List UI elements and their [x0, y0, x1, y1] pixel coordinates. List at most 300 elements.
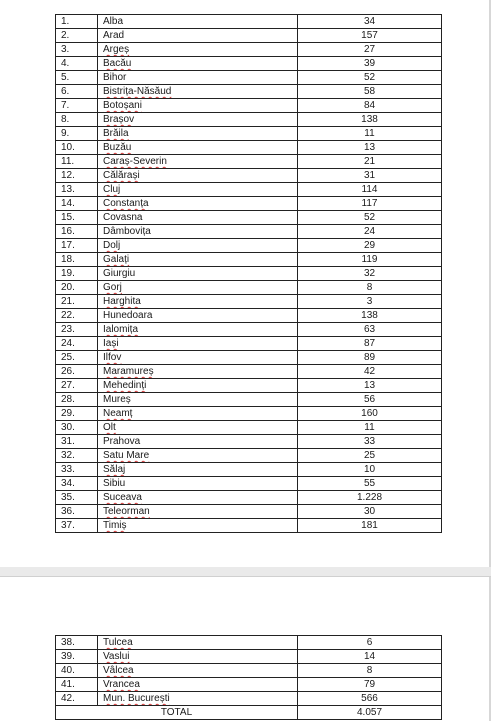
table-row [56, 71, 442, 85]
row-number: 1. [61, 16, 70, 27]
county-value-cell [298, 393, 442, 407]
county-name: Dolj [103, 240, 121, 251]
table-row [56, 141, 442, 155]
row-number-cell [56, 267, 98, 281]
table-row [56, 85, 442, 99]
county-name: Teleorman [103, 506, 150, 517]
row-number: 38. [61, 637, 75, 648]
row-number: 16. [61, 226, 75, 237]
county-value: 39 [363, 58, 376, 69]
county-name-cell [98, 15, 298, 29]
county-name-cell [98, 239, 298, 253]
row-number: 9. [61, 128, 70, 139]
row-number: 34. [61, 478, 75, 489]
county-name: Alba [103, 16, 124, 27]
table-row [56, 435, 442, 449]
table-row [56, 211, 442, 225]
row-number-cell [56, 519, 98, 533]
county-value: 52 [363, 72, 376, 83]
county-value: 181 [361, 520, 378, 531]
row-number-cell [56, 253, 98, 267]
county-name-cell [98, 519, 298, 533]
row-number-cell [56, 239, 98, 253]
table-row [56, 393, 442, 407]
county-value-cell [298, 155, 442, 169]
table-row [56, 407, 442, 421]
county-value: 89 [363, 352, 376, 363]
table-row [56, 43, 442, 57]
row-number: 10. [61, 142, 75, 153]
table-row [56, 365, 442, 379]
county-value-cell [298, 365, 442, 379]
row-number: 36. [61, 506, 75, 517]
row-number: 37. [61, 520, 75, 531]
county-value: 55 [363, 478, 376, 489]
county-name: Suceava [103, 492, 142, 503]
county-name-cell [98, 337, 298, 351]
county-name-cell [98, 678, 298, 692]
row-number-cell [56, 29, 98, 43]
row-number-cell [56, 379, 98, 393]
county-value: 58 [363, 86, 376, 97]
county-name: Dâmbovița [103, 226, 151, 237]
table-row [56, 239, 442, 253]
county-name-cell [98, 155, 298, 169]
row-number-cell [56, 463, 98, 477]
county-name-cell [98, 253, 298, 267]
county-name: Hunedoara [103, 310, 153, 321]
table-row [56, 636, 442, 650]
county-value-cell [298, 407, 442, 421]
county-name: Harghita [103, 296, 141, 307]
county-name: Vaslui [103, 651, 130, 662]
table-row [56, 505, 442, 519]
county-name: Vrancea [103, 679, 140, 690]
row-number-cell [56, 407, 98, 421]
county-value: 31 [363, 170, 376, 181]
county-value-cell [298, 692, 442, 706]
table-row [56, 197, 442, 211]
row-number: 2. [61, 30, 70, 41]
county-name-cell [98, 43, 298, 57]
row-number: 7. [61, 100, 70, 111]
table-row [56, 183, 442, 197]
total-row [56, 706, 442, 720]
county-value: 52 [363, 212, 376, 223]
county-value-cell [298, 225, 442, 239]
total-label: TOTAL [56, 706, 298, 720]
table-row [56, 449, 442, 463]
county-name-cell [98, 99, 298, 113]
county-value-cell [298, 71, 442, 85]
row-number: 32. [61, 450, 75, 461]
county-value: 114 [361, 184, 378, 195]
county-name: Ilfov [103, 352, 122, 363]
county-value-cell [298, 197, 442, 211]
county-value: 13 [363, 142, 376, 153]
county-name: Bacău [103, 58, 132, 69]
row-number: 22. [61, 310, 75, 321]
county-value: 138 [361, 310, 378, 321]
row-number-cell [56, 477, 98, 491]
county-value-cell [298, 519, 442, 533]
county-name-cell [98, 225, 298, 239]
table-row [56, 169, 442, 183]
table-row [56, 295, 442, 309]
row-number-cell [56, 692, 98, 706]
county-value-cell [298, 323, 442, 337]
county-name: Buzău [103, 142, 132, 153]
row-number: 21. [61, 296, 75, 307]
county-name: Ialomița [103, 324, 139, 335]
row-number: 40. [61, 665, 75, 676]
county-value: 34 [363, 16, 376, 27]
county-value: 6 [366, 637, 373, 648]
row-number: 33. [61, 464, 75, 475]
row-number: 23. [61, 324, 75, 335]
row-number: 17. [61, 240, 75, 251]
county-value-cell [298, 463, 442, 477]
row-number-cell [56, 43, 98, 57]
county-name: Sălaj [103, 464, 126, 475]
county-value: 119 [361, 254, 378, 265]
row-number: 12. [61, 170, 75, 181]
row-number-cell [56, 491, 98, 505]
county-value-cell [298, 379, 442, 393]
county-value: 21 [363, 156, 376, 167]
row-number-cell [56, 435, 98, 449]
county-name: Maramureș [103, 366, 154, 377]
county-value-cell [298, 281, 442, 295]
county-value-cell [298, 211, 442, 225]
row-number: 18. [61, 254, 75, 265]
row-number: 42. [61, 693, 75, 704]
county-value: 1.228 [356, 492, 383, 503]
row-number-cell [56, 71, 98, 85]
table-row [56, 463, 442, 477]
county-name: Galați [103, 254, 130, 265]
row-number-cell [56, 365, 98, 379]
county-value-cell [298, 636, 442, 650]
table-row [56, 29, 442, 43]
table-row [56, 253, 442, 267]
county-name-cell [98, 365, 298, 379]
county-value: 3 [366, 296, 373, 307]
county-value-cell [298, 43, 442, 57]
county-value-cell [298, 127, 442, 141]
county-name-cell [98, 267, 298, 281]
county-name-cell [98, 421, 298, 435]
row-number: 35. [61, 492, 75, 503]
county-name: Cluj [103, 184, 121, 195]
county-name-cell [98, 505, 298, 519]
row-number: 26. [61, 366, 75, 377]
row-number-cell [56, 183, 98, 197]
county-name: Brașov [103, 114, 135, 125]
county-name-cell [98, 211, 298, 225]
row-number-cell [56, 636, 98, 650]
county-name-cell [98, 692, 298, 706]
county-name-cell [98, 295, 298, 309]
row-number: 6. [61, 86, 70, 97]
row-number-cell [56, 393, 98, 407]
county-name-cell [98, 393, 298, 407]
row-number-cell [56, 449, 98, 463]
row-number-cell [56, 169, 98, 183]
row-number: 20. [61, 282, 75, 293]
table-row [56, 225, 442, 239]
county-name: Gorj [103, 282, 122, 293]
county-name-cell [98, 127, 298, 141]
county-name: Satu Mare [103, 450, 150, 461]
table-row [56, 650, 442, 664]
row-number: 24. [61, 338, 75, 349]
county-value-cell [298, 449, 442, 463]
table-row [56, 477, 442, 491]
county-name: Argeș [103, 44, 130, 55]
county-value: 33 [363, 436, 376, 447]
row-number-cell [56, 281, 98, 295]
county-value-cell [298, 239, 442, 253]
county-name-cell [98, 491, 298, 505]
row-number-cell [56, 295, 98, 309]
county-value: 25 [363, 450, 376, 461]
county-name: Iași [103, 338, 119, 349]
county-value-cell [298, 351, 442, 365]
county-value-cell [298, 491, 442, 505]
row-number-cell [56, 113, 98, 127]
county-name: Vâlcea [103, 665, 134, 676]
row-number: 25. [61, 352, 75, 363]
county-name-cell [98, 650, 298, 664]
county-value: 87 [363, 338, 376, 349]
row-number: 14. [61, 198, 75, 209]
table-row [56, 692, 442, 706]
county-name: Timiș [103, 520, 127, 531]
table-row [56, 309, 442, 323]
county-name-cell [98, 183, 298, 197]
county-value: 11 [364, 422, 375, 433]
table-row [56, 678, 442, 692]
row-number-cell [56, 505, 98, 519]
county-value: 42 [363, 366, 376, 377]
county-name: Mun. București [103, 693, 170, 704]
county-value-cell [298, 99, 442, 113]
table-row [56, 113, 442, 127]
row-number: 8. [61, 114, 70, 125]
county-value-cell [298, 113, 442, 127]
row-number: 28. [61, 394, 75, 405]
county-value-cell [298, 267, 442, 281]
county-value-cell [298, 141, 442, 155]
row-number-cell [56, 309, 98, 323]
table-row [56, 15, 442, 29]
county-value-cell [298, 85, 442, 99]
county-name: Mureș [103, 394, 131, 405]
county-value: 566 [361, 693, 378, 704]
county-name: Călărași [103, 170, 140, 181]
county-value-cell [298, 678, 442, 692]
county-name: Neamț [103, 408, 133, 419]
table-row [56, 127, 442, 141]
row-number-cell [56, 127, 98, 141]
table-row [56, 379, 442, 393]
county-value-cell [298, 435, 442, 449]
total-value: 4.057 [298, 706, 442, 720]
county-name: Bistrița-Năsăud [103, 86, 172, 97]
table-row [56, 337, 442, 351]
county-value: 27 [363, 44, 376, 55]
row-number: 27. [61, 380, 75, 391]
row-number: 11. [61, 156, 75, 167]
county-name: Giurgiu [103, 268, 136, 279]
document-page-2 [0, 577, 491, 721]
county-name-cell [98, 71, 298, 85]
county-value-cell [298, 169, 442, 183]
row-number-cell [56, 211, 98, 225]
county-name-cell [98, 477, 298, 491]
county-name-cell [98, 197, 298, 211]
county-name-cell [98, 85, 298, 99]
row-number-cell [56, 421, 98, 435]
row-number-cell [56, 155, 98, 169]
county-value-cell [298, 505, 442, 519]
county-name: Mehedinți [103, 380, 147, 391]
county-name: Constanța [103, 198, 149, 209]
county-value: 10 [363, 464, 376, 475]
county-value-cell [298, 57, 442, 71]
table-row [56, 155, 442, 169]
county-value: 30 [363, 506, 376, 517]
county-value-cell [298, 309, 442, 323]
table-row [56, 421, 442, 435]
row-number: 5. [61, 72, 70, 83]
row-number: 4. [61, 58, 70, 69]
county-name-cell [98, 664, 298, 678]
county-name-cell [98, 463, 298, 477]
county-name: Botoșani [103, 100, 142, 111]
row-number-cell [56, 323, 98, 337]
county-value: 117 [361, 198, 378, 209]
county-name: Arad [103, 30, 125, 41]
county-value: 79 [363, 679, 376, 690]
county-name-cell [98, 435, 298, 449]
county-name-cell [98, 636, 298, 650]
table-row [56, 267, 442, 281]
county-value: 63 [363, 324, 376, 335]
county-name-cell [98, 29, 298, 43]
county-value: 32 [363, 268, 376, 279]
row-number: 30. [61, 422, 75, 433]
table-row [56, 664, 442, 678]
table-row [56, 99, 442, 113]
counties-table-part-2 [55, 635, 442, 720]
county-value-cell [298, 295, 442, 309]
row-number-cell [56, 650, 98, 664]
county-value-cell [298, 477, 442, 491]
county-name: Brăila [103, 128, 129, 139]
county-name-cell [98, 281, 298, 295]
county-name-cell [98, 141, 298, 155]
row-number-cell [56, 351, 98, 365]
county-value-cell [298, 15, 442, 29]
row-number-cell [56, 337, 98, 351]
county-name-cell [98, 379, 298, 393]
county-name-cell [98, 57, 298, 71]
row-number: 13. [61, 184, 75, 195]
counties-table-part-1 [55, 14, 442, 533]
county-name-cell [98, 113, 298, 127]
county-value: 13 [363, 380, 376, 391]
county-name: Tulcea [103, 637, 133, 648]
row-number-cell [56, 197, 98, 211]
county-name: Olt [103, 422, 116, 433]
row-number-cell [56, 57, 98, 71]
county-value-cell [298, 650, 442, 664]
county-name-cell [98, 407, 298, 421]
county-value-cell [298, 183, 442, 197]
county-value-cell [298, 337, 442, 351]
county-value: 56 [363, 394, 376, 405]
row-number-cell [56, 15, 98, 29]
county-name: Covasna [103, 212, 143, 223]
county-value: 8 [366, 282, 373, 293]
county-value: 138 [361, 114, 378, 125]
table-row [56, 281, 442, 295]
table-row [56, 351, 442, 365]
county-name: Bihor [103, 72, 127, 83]
county-value-cell [298, 253, 442, 267]
row-number-cell [56, 85, 98, 99]
county-name: Prahova [103, 436, 141, 447]
row-number-cell [56, 664, 98, 678]
county-value: 8 [366, 665, 373, 676]
row-number: 3. [61, 44, 70, 55]
row-number: 39. [61, 651, 75, 662]
county-value-cell [298, 29, 442, 43]
county-value: 14 [363, 651, 376, 662]
table-row [56, 519, 442, 533]
row-number: 19. [61, 268, 75, 279]
county-name-cell [98, 449, 298, 463]
table-row [56, 491, 442, 505]
row-number-cell [56, 225, 98, 239]
table-row [56, 323, 442, 337]
county-value-cell [298, 664, 442, 678]
page-separator [0, 567, 491, 577]
county-value: 84 [363, 100, 376, 111]
row-number: 15. [61, 212, 75, 223]
county-value: 29 [363, 240, 376, 251]
county-name: Caraș-Severin [103, 156, 167, 167]
county-name: Sibiu [103, 478, 126, 489]
county-value: 24 [363, 226, 376, 237]
county-name-cell [98, 351, 298, 365]
county-value: 160 [361, 408, 378, 419]
county-name-cell [98, 323, 298, 337]
row-number-cell [56, 141, 98, 155]
row-number-cell [56, 99, 98, 113]
county-name-cell [98, 169, 298, 183]
row-number: 41. [61, 679, 75, 690]
county-name-cell [98, 309, 298, 323]
row-number: 29. [61, 408, 75, 419]
row-number-cell [56, 678, 98, 692]
county-value-cell [298, 421, 442, 435]
county-value: 157 [361, 30, 378, 41]
table-row [56, 57, 442, 71]
county-value: 11 [364, 128, 375, 139]
